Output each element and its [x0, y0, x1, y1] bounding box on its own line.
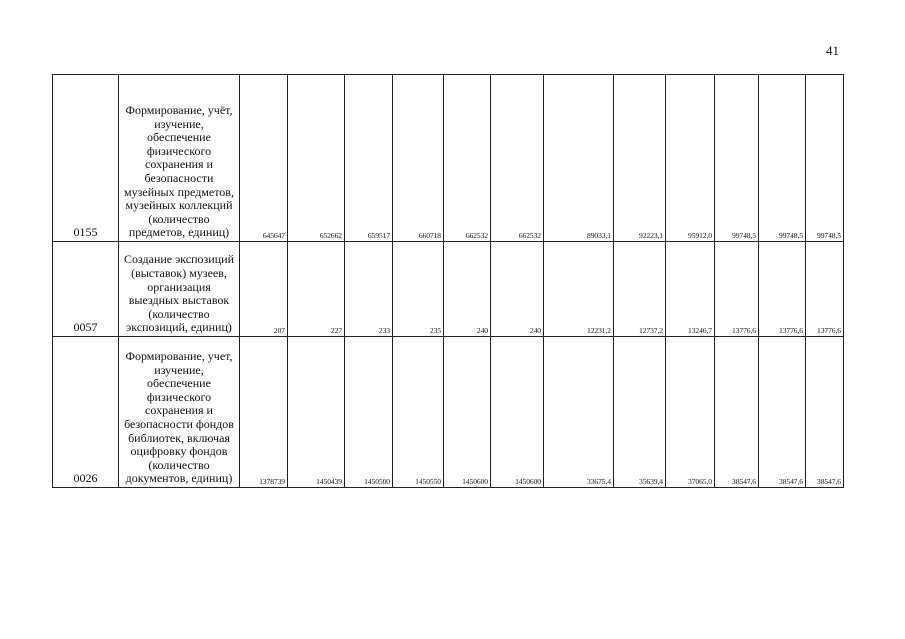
- value-cell: 1450550: [393, 337, 444, 488]
- value-cell: 662532: [491, 75, 544, 242]
- service-name: Формирование, учёт, изучение, обеспечение физического сохранения и безопасности музейных предметов, музейных коллекций (количество предметов, единиц): [119, 75, 240, 242]
- value-cell: 233: [345, 242, 393, 337]
- service-code: 0026: [53, 337, 119, 488]
- value-cell: 35639,4: [614, 337, 666, 488]
- table-row: [53, 242, 844, 337]
- value-cell: 13776,6: [806, 242, 844, 337]
- value-cell: 38547,6: [715, 337, 759, 488]
- value-cell: 662532: [444, 75, 491, 242]
- value-cell: 37065,0: [666, 337, 715, 488]
- value-cell: 652662: [288, 75, 345, 242]
- service-code: 0155: [53, 75, 119, 242]
- table-row: [53, 337, 844, 488]
- value-cell: 99748,5: [715, 75, 759, 242]
- value-cell: 235: [393, 242, 444, 337]
- value-cell: 1450500: [345, 337, 393, 488]
- value-cell: 227: [288, 242, 345, 337]
- value-cell: 240: [444, 242, 491, 337]
- value-cell: 13246,7: [666, 242, 715, 337]
- value-cell: 38547,6: [806, 337, 844, 488]
- value-cell: 645647: [240, 75, 288, 242]
- value-cell: 1450600: [491, 337, 544, 488]
- service-name: Формирование, учет, изучение, обеспечение физического сохранения и безопасности фондов библиотек, включая оцифровку фондов (количество документов, единиц): [119, 337, 240, 488]
- services-table: [52, 74, 844, 488]
- service-name: Создание экспозиций (выставок) музеев, организация выездных выставок (количество экспозиций, единиц): [119, 242, 240, 337]
- value-cell: 13776,6: [759, 242, 806, 337]
- value-cell: 95912,0: [666, 75, 715, 242]
- value-cell: 659517: [345, 75, 393, 242]
- value-cell: 12737,2: [614, 242, 666, 337]
- page-number: 41: [826, 43, 839, 58]
- value-cell: 99748,5: [806, 75, 844, 242]
- value-cell: 1450600: [444, 337, 491, 488]
- table-row: [53, 75, 844, 242]
- value-cell: 207: [240, 242, 288, 337]
- value-cell: 92223,1: [614, 75, 666, 242]
- value-cell: 660718: [393, 75, 444, 242]
- value-cell: 99748,5: [759, 75, 806, 242]
- value-cell: 33675,4: [544, 337, 614, 488]
- value-cell: 38547,6: [759, 337, 806, 488]
- service-code: 0057: [53, 242, 119, 337]
- value-cell: 89033,1: [544, 75, 614, 242]
- value-cell: 13776,6: [715, 242, 759, 337]
- value-cell: 1378739: [240, 337, 288, 488]
- value-cell: 12231,2: [544, 242, 614, 337]
- value-cell: 1450439: [288, 337, 345, 488]
- value-cell: 240: [491, 242, 544, 337]
